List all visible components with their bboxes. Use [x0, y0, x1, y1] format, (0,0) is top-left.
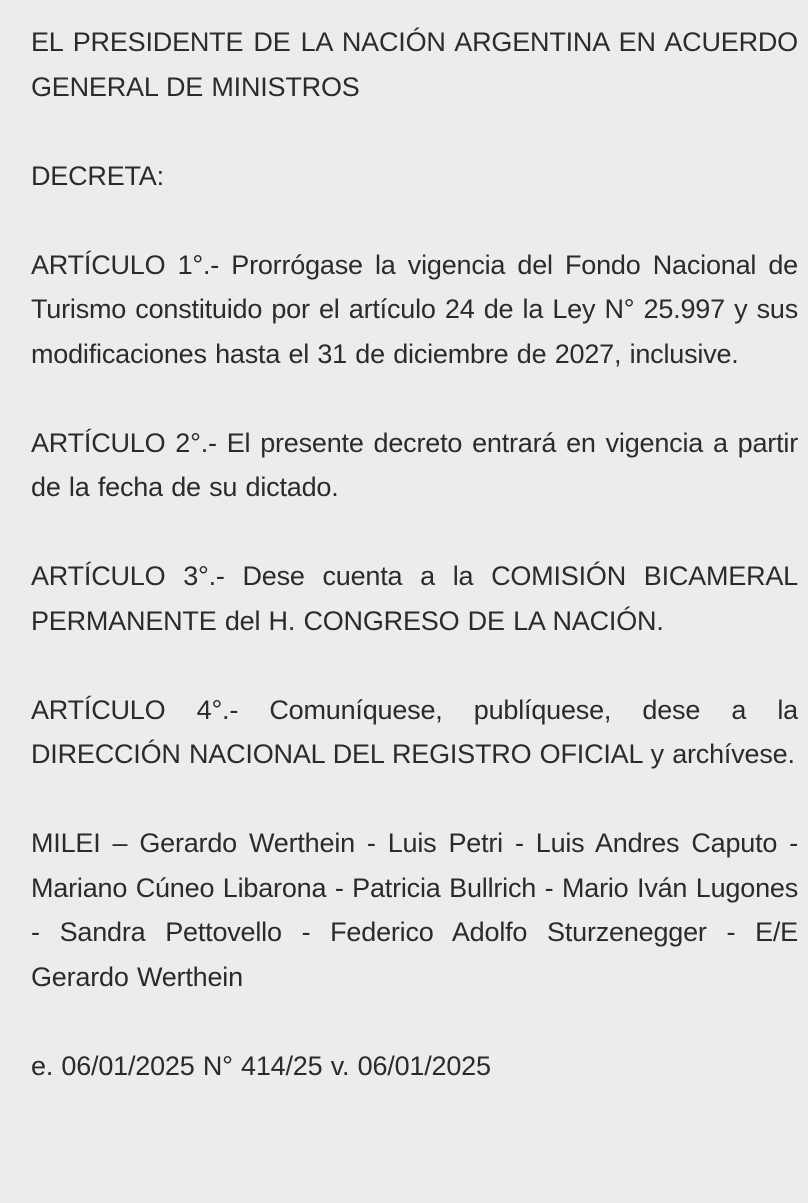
- publication-reference: e. 06/01/2025 N° 414/25 v. 06/01/2025: [31, 1050, 491, 1081]
- decreta-heading: DECRETA:: [31, 160, 164, 191]
- signatures: MILEI – Gerardo Werthein - Luis Petri - Luis Andres Caputo - Mariano Cúneo Libarona - Patricia Bullrich - Mario Iván Lugones - Sandra Pettovello - Federico Adolfo Sturzenegger - E/E Gerardo Werthein: [31, 828, 798, 992]
- article-3: ARTÍCULO 3°.- Dese cuenta a la COMISIÓN BICAMERAL PERMANENTE del H. CONGRESO DE LA NACIÓN.: [31, 561, 798, 636]
- article-2: ARTÍCULO 2°.- El presente decreto entrará en vigencia a partir de la fecha de su dictado.: [31, 427, 798, 502]
- article-4: ARTÍCULO 4°.- Comuníquese, publíquese, dese a la DIRECCIÓN NACIONAL DEL REGISTRO OFICIAL y archívese.: [31, 694, 798, 769]
- decree-header: EL PRESIDENTE DE LA NACIÓN ARGENTINA EN ACUERDO GENERAL DE MINISTROS: [31, 27, 798, 102]
- article-1: ARTÍCULO 1°.- Prorrógase la vigencia del Fondo Nacional de Turismo constituido por el artículo 24 de la Ley N° 25.997 y sus modificaciones hasta el 31 de diciembre de 2027, inclusive.: [31, 249, 798, 369]
